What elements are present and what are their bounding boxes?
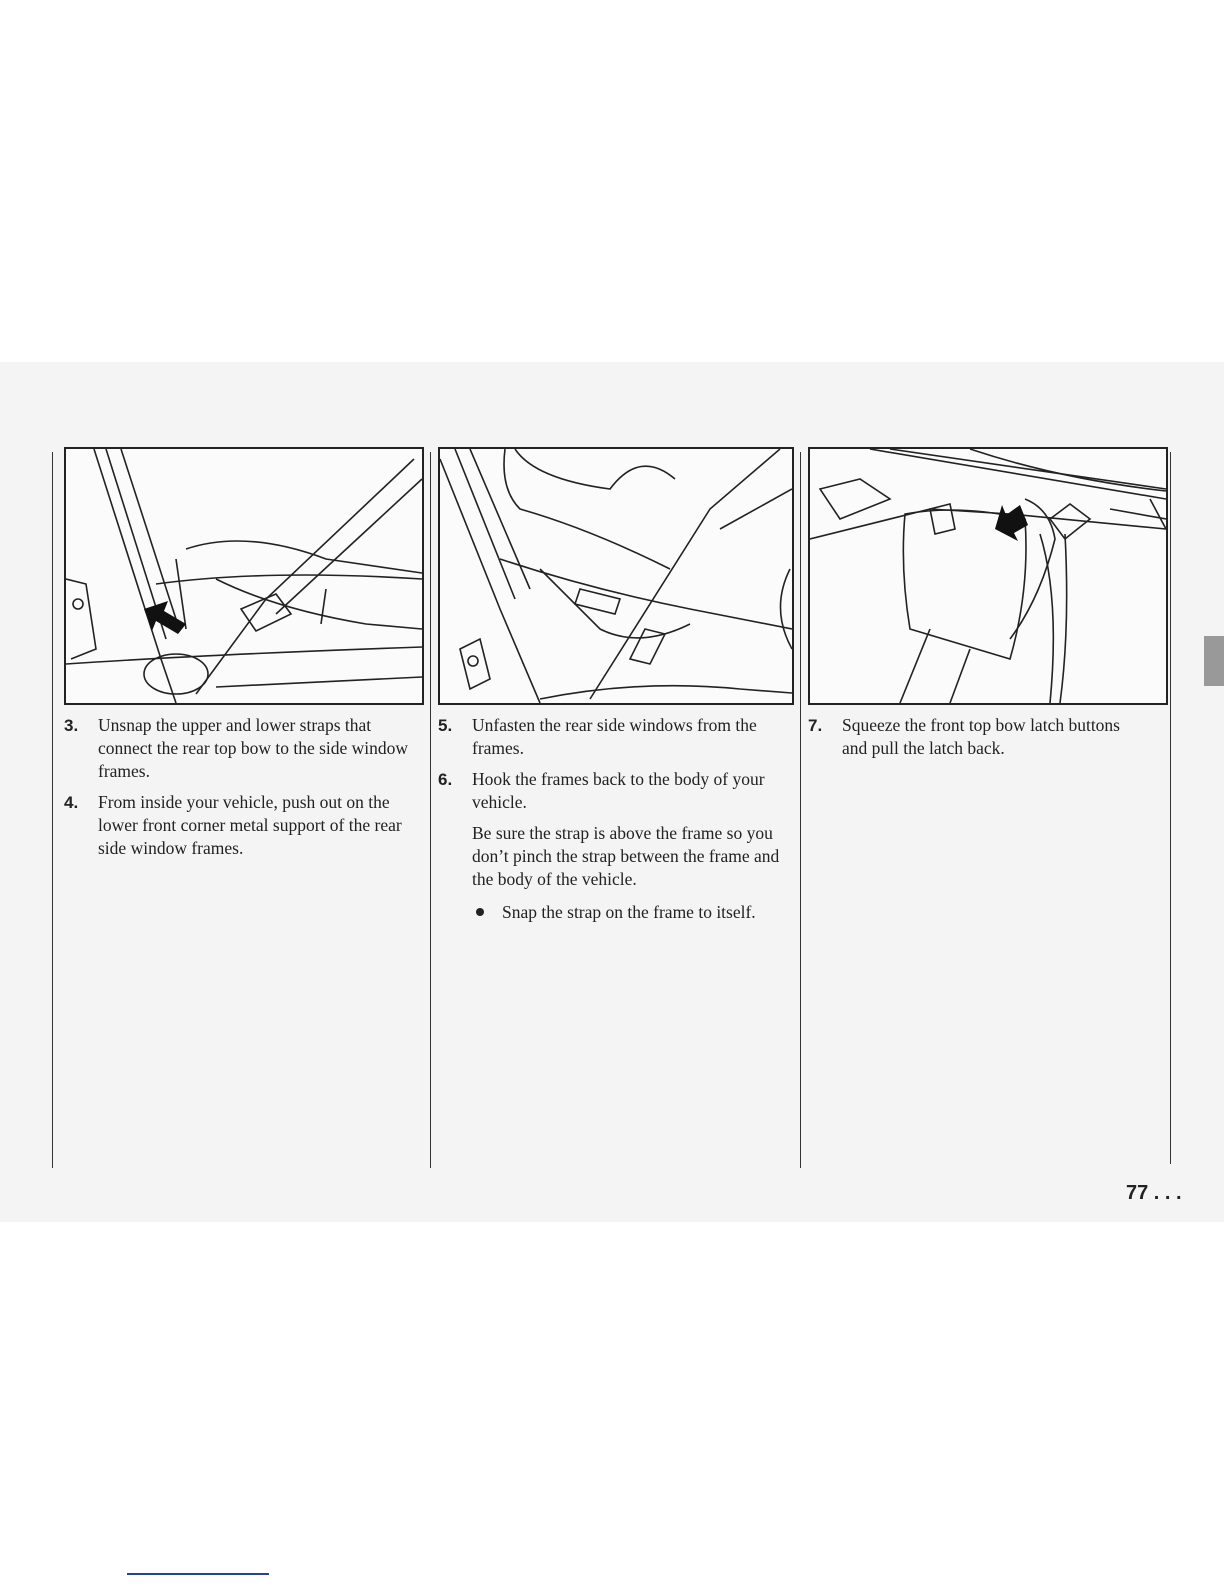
bottom-underline bbox=[127, 1573, 269, 1575]
step-6 bbox=[438, 768, 794, 814]
page-number: 77 . . . bbox=[1126, 1182, 1182, 1204]
step-3 bbox=[64, 714, 424, 783]
step-text: From inside your vehicle, push out on the lower front corner metal support of the rear side window frames. bbox=[98, 792, 402, 858]
bullet-text: Snap the strap on the frame to itself. bbox=[502, 902, 756, 922]
step-text: Squeeze the front top bow latch buttons and pull the latch back. bbox=[842, 715, 1120, 758]
step-number: 5. bbox=[438, 716, 453, 735]
step-text: Hook the frames back to the body of your vehicle. bbox=[472, 769, 765, 812]
illustration-window-unfasten bbox=[438, 447, 794, 705]
column-rule-left bbox=[52, 452, 53, 1168]
step-6-bullet bbox=[438, 901, 794, 924]
step-number: 3. bbox=[64, 716, 79, 735]
column-rule-2 bbox=[430, 452, 431, 1168]
step-number: 6. bbox=[438, 770, 453, 789]
step-text: Unsnap the upper and lower straps that connect the rear top bow to the side window frames. bbox=[98, 715, 409, 781]
step-5 bbox=[438, 714, 794, 760]
column-rule-3 bbox=[800, 452, 801, 1168]
step-7 bbox=[808, 714, 1148, 760]
section-tab-marker bbox=[1204, 636, 1224, 686]
step-number: 4. bbox=[64, 793, 79, 812]
step-text: Unfasten the rear side windows from the frames. bbox=[472, 715, 757, 758]
step-number: 7. bbox=[808, 716, 823, 735]
illustration-strap-unsnap bbox=[64, 447, 424, 705]
column-2-text bbox=[438, 714, 794, 932]
column-1-text bbox=[64, 714, 424, 868]
column-3-text bbox=[808, 714, 1148, 768]
column-rule-right bbox=[1170, 452, 1171, 1164]
illustration-latch-squeeze bbox=[808, 447, 1168, 705]
push-arrow-icon bbox=[995, 505, 1028, 541]
step-6-note: Be sure the strap is above the frame so you don’t pinch the strap between the frame and the body of the vehicle. bbox=[472, 823, 780, 889]
bullet-icon bbox=[476, 908, 484, 916]
step-4 bbox=[64, 791, 424, 860]
push-arrow-icon bbox=[144, 601, 186, 634]
